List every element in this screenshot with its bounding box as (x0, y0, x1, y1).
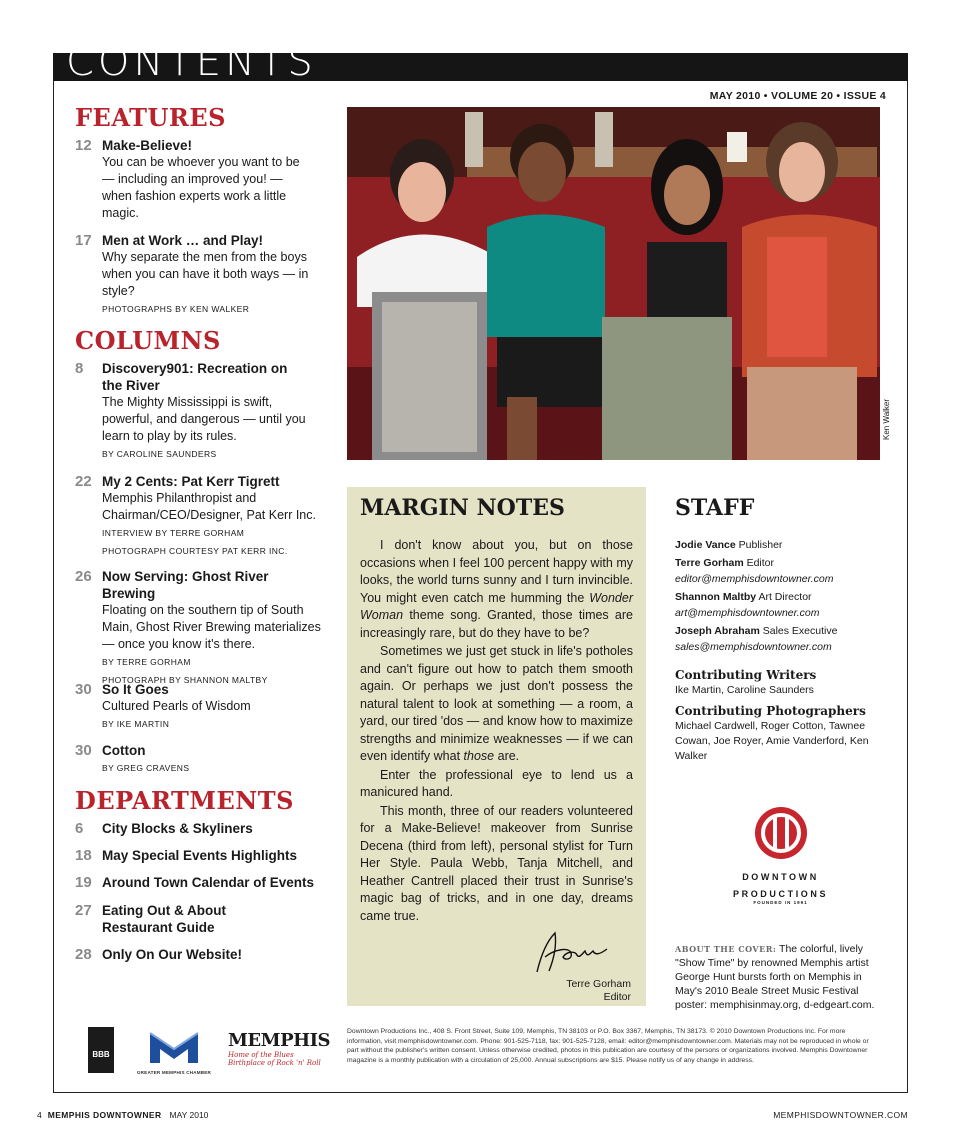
emphasis: Wonder Woman (360, 590, 633, 622)
toc-title: City Blocks & Skyliners (102, 821, 253, 836)
toc-item[interactable] (75, 847, 325, 864)
staff-name: Jodie Vance (675, 539, 736, 551)
toc-item[interactable] (75, 232, 325, 318)
toc-title: Men at Work … and Play! (102, 233, 264, 248)
paragraph: This month, three of our readers volunteered for a Make-Believe! makeover from Sunrise Decena (third from left), personal stylist for Turn Her Style. Paula Webb, Tanja Mitchell, and Heather Cantrell placed their trust in Sunrise's magic bag of tricks, and in one day, dreams came true. (360, 803, 633, 923)
downtown-productions-logo (733, 805, 828, 905)
toc-page-number: 12 (75, 137, 92, 154)
text-run: are. (494, 749, 520, 763)
toc-description: Cultured Pearls of Wisdom (102, 699, 251, 713)
toc-page-number: 22 (75, 473, 92, 490)
bbb-logo (88, 1027, 114, 1073)
footer-left (37, 1110, 208, 1120)
memphis-tagline: Home of the Blues (228, 1051, 294, 1059)
toc-title: Now Serving: Ghost River Brewing (102, 569, 269, 601)
toc-title: Discovery901: Recreation on the River (102, 361, 288, 393)
text-run: Sometimes we just get stuck in life's potholes and can't figure out how to patch them smooth again. Or perhaps we just don't possess the natural talent to look at something — a room, a yard, our tired 'dos — and know how to maximize strengths and minimize weaknesses — if we can even identify what (360, 644, 633, 763)
toc-description: Why separate the men from the boys when you can have it both ways — in style? (102, 250, 309, 298)
margin-notes-heading: MARGIN NOTES (360, 495, 565, 521)
toc-item[interactable] (75, 874, 325, 891)
toc-page-number: 18 (75, 847, 92, 864)
staff-role: Publisher (738, 539, 783, 551)
toc-page-number: 27 (75, 902, 92, 919)
publication-name: MEMPHIS DOWNTOWNER (47, 1110, 162, 1120)
dp-emblem-icon (753, 805, 809, 861)
toc-title: Eating Out & About Restaurant Guide (102, 903, 226, 935)
toc-page-number: 30 (75, 681, 92, 698)
toc-credit: BY IKE MARTIN (102, 719, 170, 729)
dp-founded: FOUNDED IN 1991 (753, 900, 808, 905)
staff-role: Editor (746, 557, 775, 569)
toc-description: The Mighty Mississippi is swift, powerful, and dangerous — until you learn to play by its rules. (102, 395, 306, 443)
staff-entry (675, 623, 875, 655)
toc-item[interactable] (75, 681, 325, 733)
contents-title: CONTENTS (66, 39, 317, 85)
signature (525, 927, 615, 977)
memphis-logo (228, 1030, 330, 1067)
toc-credit: PHOTOGRAPH COURTESY PAT KERR INC. (102, 546, 288, 556)
toc-credit: BY TERRE GORHAM (102, 657, 191, 667)
writers-heading: Contributing Writers (675, 668, 817, 682)
writers-list: Ike Martin, Caroline Saunders (675, 684, 814, 696)
signature-name: Terre Gorham (566, 978, 631, 990)
about-text: The colorful, lively "Show Time" by renowned Memphis artist George Hunt bursts forth on Memphis in May's 2010 Beale Street Music Festival poster: memphisinmay.org, d-edgeart.com. (675, 943, 875, 1011)
memphis-wordmark: MEMPHIS (228, 1030, 331, 1051)
toc-description: Memphis Philanthropist and Chairman/CEO/Designer, Pat Kerr Inc. (102, 491, 316, 522)
paragraph (360, 643, 633, 766)
toc-item[interactable] (75, 742, 325, 777)
toc-title: May Special Events Highlights (102, 848, 298, 863)
toc-item[interactable] (75, 360, 325, 463)
toc-page-number: 28 (75, 946, 92, 963)
toc-description: You can be whoever you want to be — including an improved you! — when fashion experts work a little magic. (102, 155, 300, 220)
legal-notice: Downtown Productions Inc., 408 S. Front Street, Suite 109, Memphis, TN 38103 or P.O. Box 3367, Memphis, TN 38173. © 2010 Downtown Productions Inc. For more information, visit memphisdowntowner.com. Phone: 901-525-7118, fax: 901-525-7128, email: editor@memphisdowntowner.com. Materials may not be reproduced in whole or part without the publisher's written consent. Unless otherwise credited, photos in this publication are courtesy of the persons or organizations involved. Memphis Downtowner magazine is a monthly publication with a circulation of 25,000. Annual subscriptions are $15. Please notify us of any change in address. (347, 1028, 869, 1064)
bbb-text: BBB (92, 1050, 110, 1059)
features-heading: FEATURES (75, 103, 226, 132)
footer-website[interactable]: MEMPHISDOWNTOWNER.COM (773, 1110, 908, 1120)
dp-line-2: PRODUCTIONS (733, 889, 829, 899)
toc-title: Only On Our Website! (102, 947, 243, 962)
staff-entry (675, 589, 875, 621)
staff-entry (675, 537, 875, 553)
emphasis: those (463, 749, 495, 763)
staff-name: Shannon Maltby (675, 591, 757, 603)
toc-item[interactable] (75, 946, 325, 963)
toc-title: Make-Believe! (102, 138, 193, 153)
photographers-heading: Contributing Photographers (675, 704, 866, 718)
toc-item[interactable] (75, 820, 325, 837)
toc-page-number: 8 (75, 360, 84, 377)
toc-title: Cotton (102, 743, 146, 758)
toc-credit: PHOTOGRAPH BY SHANNON MALTBY (102, 675, 268, 685)
dp-line-1: DOWNTOWN (742, 872, 819, 882)
chamber-caption: GREATER MEMPHIS CHAMBER (136, 1070, 212, 1075)
toc-item[interactable] (75, 568, 325, 689)
toc-page-number: 30 (75, 742, 92, 759)
toc-item[interactable] (75, 137, 325, 222)
memphis-tagline: Birthplace of Rock 'n' Roll (228, 1059, 321, 1067)
chamber-logo (134, 1027, 214, 1075)
toc-credit: INTERVIEW BY TERRE GORHAM (102, 528, 245, 538)
toc-title: So It Goes (102, 682, 169, 697)
staff-role: Art Director (758, 591, 812, 603)
about-the-cover (675, 942, 890, 1012)
photographers-list: Michael Cardwell, Roger Cotton, Tawnee Cowan, Joe Royer, Amie Vanderford, Ken Walker (675, 720, 869, 762)
staff-name: Joseph Abraham (675, 625, 760, 637)
staff-section (675, 495, 875, 764)
staff-email[interactable]: editor@memphisdowntowner.com (675, 573, 834, 585)
toc-item[interactable] (75, 902, 325, 936)
departments-heading: DEPARTMENTS (75, 786, 294, 815)
staff-name: Terre Gorham (675, 557, 744, 569)
issue-line: MAY 2010 • VOLUME 20 • ISSUE 4 (709, 90, 886, 102)
toc-title: Around Town Calendar of Events (102, 875, 315, 890)
toc-title: My 2 Cents: Pat Kerr Tigrett (102, 474, 280, 489)
staff-email[interactable]: sales@memphisdowntowner.com (675, 641, 832, 653)
text-run: theme song. Granted, those times are increasingly rare, but do they have to be? (360, 608, 633, 640)
staff-role: Sales Executive (762, 625, 838, 637)
cover-photo (347, 107, 880, 460)
issue-date: MAY 2010 (169, 1110, 209, 1120)
paragraph: Enter the professional eye to lend us a manicured hand. (360, 767, 633, 799)
paragraph (360, 537, 633, 642)
toc-credit: PHOTOGRAPHS BY KEN WALKER (102, 304, 250, 314)
about-label: ABOUT THE COVER: (675, 944, 777, 954)
chamber-m-icon (134, 1027, 214, 1065)
margin-notes-body (360, 537, 633, 926)
toc-item[interactable] (75, 473, 325, 560)
staff-heading: STAFF (675, 495, 755, 521)
toc-credit: BY CAROLINE SAUNDERS (102, 449, 217, 459)
toc-page-number: 6 (75, 820, 84, 837)
toc-credit: BY GREG CRAVENS (102, 763, 190, 773)
staff-email[interactable]: art@memphisdowntowner.com (675, 607, 820, 619)
toc-description: Floating on the southern tip of South Main, Ghost River Brewing materializes — once you know it's there. (102, 603, 321, 651)
toc-page-number: 19 (75, 874, 92, 891)
signature-caption (566, 978, 631, 1004)
text-run: I don't know about you, but on those occasions when I feel 100 percent happy with my looks, the world turns sunny and I turn invincible. You might even catch me humming the (360, 538, 633, 605)
columns-heading: COLUMNS (75, 326, 221, 355)
photo-credit: Ken Walker (882, 398, 891, 440)
signature-title: Editor (603, 991, 631, 1003)
page-number: 4 (37, 1110, 42, 1120)
margin-notes-box (347, 487, 646, 1006)
toc-page-number: 17 (75, 232, 92, 249)
staff-entry (675, 555, 875, 587)
toc-page-number: 26 (75, 568, 92, 585)
